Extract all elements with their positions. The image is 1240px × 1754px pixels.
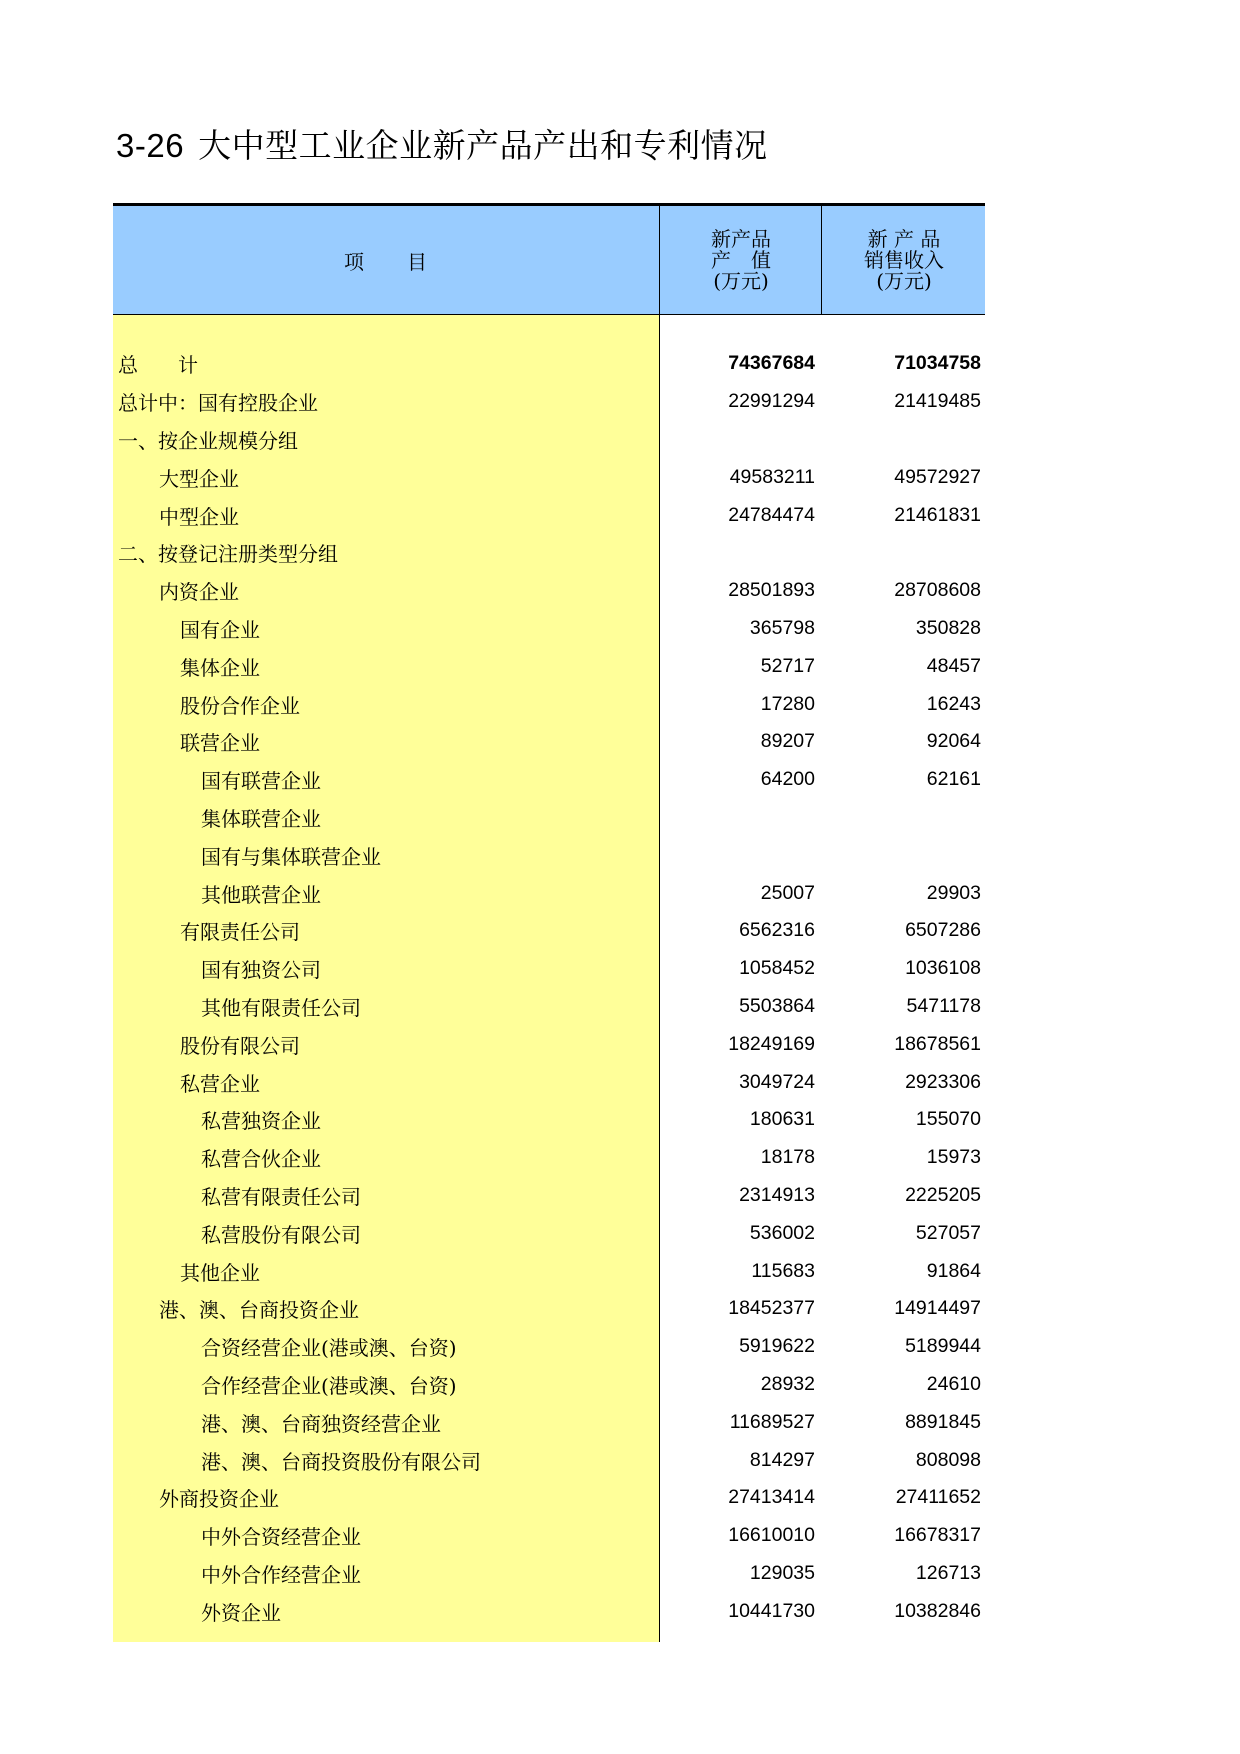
table-row: [113, 534, 985, 572]
row-label: 内资企业: [159, 580, 239, 605]
table-row: [113, 1252, 985, 1290]
new-product-output-value: 24784474: [728, 503, 815, 526]
table-row: [113, 1025, 985, 1063]
new-product-sales-value: 155070: [915, 1108, 981, 1131]
table-row: [113, 1403, 985, 1441]
new-product-sales-value: 21461831: [894, 503, 981, 526]
row-label: 外商投资企业: [159, 1487, 279, 1512]
table-row: [113, 1139, 985, 1177]
row-label: 其他有限责任公司: [201, 995, 361, 1020]
table-body: [113, 315, 985, 1642]
header-line: (万元): [713, 268, 769, 293]
table-header: [113, 203, 985, 315]
new-product-sales-value: 10382846: [894, 1599, 981, 1622]
new-product-output-value: 64200: [760, 768, 815, 791]
new-product-sales-value: 18678561: [894, 1032, 981, 1055]
table-row: [113, 1290, 985, 1328]
new-product-sales-value: 21419485: [894, 390, 981, 413]
table-row: [113, 874, 985, 912]
new-product-output-value: 5919622: [739, 1335, 815, 1358]
row-label: 私营有限责任公司: [201, 1184, 361, 1209]
new-product-output-value: 89207: [760, 730, 815, 753]
row-label: 总 计: [118, 353, 198, 378]
new-product-output-value: 27413414: [728, 1486, 815, 1509]
new-product-sales-value: 24610: [926, 1372, 981, 1395]
table-title: 大中型工业企业新产品产出和专利情况: [198, 126, 768, 165]
row-label: 大型企业: [159, 466, 239, 491]
new-product-sales-value: 16678317: [894, 1524, 981, 1547]
new-product-sales-value: 2923306: [905, 1070, 981, 1093]
table-row: [113, 1328, 985, 1366]
new-product-sales-value: 5471178: [906, 994, 981, 1017]
new-product-output-value: 52717: [760, 654, 815, 677]
new-product-output-value: 1058452: [739, 957, 815, 980]
row-label: 集体联营企业: [201, 806, 321, 831]
new-product-sales-value: 14914497: [894, 1297, 981, 1320]
table-row: [113, 1214, 985, 1252]
row-label: 总计中：国有控股企业: [118, 391, 318, 416]
row-label: 国有独资公司: [201, 958, 321, 983]
new-product-sales-value: 91864: [926, 1259, 981, 1282]
new-product-output-value: 3049724: [739, 1070, 815, 1093]
new-product-output-value: [659, 799, 815, 837]
row-label: 国有与集体联营企业: [201, 844, 381, 869]
new-product-output-value: 16610010: [728, 1524, 815, 1547]
new-product-sales-value: 27411652: [895, 1486, 981, 1509]
row-label: 其他联营企业: [201, 882, 321, 907]
table-row: [113, 1592, 985, 1630]
new-product-sales-value: 29903: [926, 881, 981, 904]
table-row: [113, 421, 985, 459]
header-line: 销售收入: [864, 247, 944, 272]
table-row: [113, 1555, 985, 1593]
new-product-sales-value: [821, 534, 981, 572]
header-line: 产 值: [711, 247, 771, 272]
new-product-output-value: 2314913: [739, 1183, 815, 1206]
new-product-output-value: 28932: [760, 1372, 815, 1395]
new-product-sales-value: 2225205: [905, 1183, 981, 1206]
new-product-sales-value: 5189944: [905, 1335, 981, 1358]
table-row: [113, 1517, 985, 1555]
row-label: 国有企业: [180, 617, 260, 642]
new-product-sales-value: 49572927: [894, 465, 981, 488]
new-product-sales-value: 527057: [915, 1221, 981, 1244]
table-row: [113, 496, 985, 534]
new-product-output-value: 6562316: [739, 919, 815, 942]
header-item: 项 目: [344, 249, 428, 274]
new-product-sales-value: 92064: [926, 730, 981, 753]
new-product-sales-value: [821, 799, 981, 837]
row-label: 外资企业: [201, 1600, 281, 1625]
new-product-output-value: 5503864: [739, 994, 815, 1017]
row-label: 中外合资经营企业: [201, 1525, 361, 1550]
new-product-output-value: [659, 836, 815, 874]
new-product-output-value: 129035: [749, 1561, 815, 1584]
new-product-output-value: 180631: [749, 1108, 815, 1131]
new-product-sales-value: 126713: [915, 1561, 981, 1584]
row-label: 中外合作经营企业: [201, 1562, 361, 1587]
table-row: [113, 1366, 985, 1404]
new-product-output-value: 11689527: [729, 1410, 815, 1433]
table-row: [113, 647, 985, 685]
table-row: [113, 950, 985, 988]
new-product-sales-value: 62161: [926, 768, 981, 791]
table-row: [113, 1479, 985, 1517]
new-product-output-value: 536002: [749, 1221, 815, 1244]
header-new-product-output: [659, 206, 822, 314]
row-label: 私营合伙企业: [201, 1147, 321, 1172]
row-label: 集体企业: [180, 655, 260, 680]
new-product-sales-value: 6507286: [905, 919, 981, 942]
table-row: [113, 988, 985, 1026]
table-row: [113, 1441, 985, 1479]
page-title: [116, 120, 768, 167]
table-row: [113, 685, 985, 723]
new-product-sales-value: 16243: [926, 692, 981, 715]
table-rows: [113, 345, 985, 1630]
new-product-output-value: 115683: [751, 1259, 815, 1282]
row-label: 私营独资企业: [201, 1109, 321, 1134]
table-row: [113, 836, 985, 874]
row-label: 股份有限公司: [180, 1033, 300, 1058]
row-label: 二、按登记注册类型分组: [118, 542, 338, 567]
row-label: 有限责任公司: [180, 920, 300, 945]
new-product-sales-value: [821, 836, 981, 874]
row-label: 其他企业: [180, 1260, 260, 1285]
header-new-product-sales: [821, 206, 986, 314]
table-row: [113, 1177, 985, 1215]
new-product-sales-value: 808098: [915, 1448, 981, 1471]
row-label: 私营股份有限公司: [201, 1222, 361, 1247]
header-line: 新 产 品: [867, 226, 941, 251]
new-product-output-value: [659, 534, 815, 572]
table-row: [113, 383, 985, 421]
table-number: 3-26: [116, 127, 185, 164]
row-label: 一、按企业规模分组: [118, 428, 298, 453]
table-row: [113, 723, 985, 761]
row-label: 股份合作企业: [180, 693, 300, 718]
new-product-sales-value: 48457: [926, 654, 981, 677]
new-product-output-value: 365798: [749, 616, 815, 639]
table-row: [113, 610, 985, 648]
new-product-output-value: [659, 421, 815, 459]
header-line: (万元): [876, 268, 932, 293]
new-product-output-value: 10441730: [728, 1599, 815, 1622]
table-row: [113, 1101, 985, 1139]
row-label: 港、澳、台商投资企业: [159, 1298, 359, 1323]
statistics-table: [113, 203, 985, 1642]
new-product-output-value: 814297: [749, 1448, 815, 1471]
table-row: [113, 799, 985, 837]
new-product-sales-value: 350828: [915, 616, 981, 639]
new-product-output-value: 28501893: [728, 579, 815, 602]
row-label: 联营企业: [180, 731, 260, 756]
table-row: [113, 572, 985, 610]
row-label: 合作经营企业(港或澳、台资): [201, 1373, 457, 1398]
row-label: 国有联营企业: [201, 769, 321, 794]
new-product-output-value: 18452377: [728, 1297, 815, 1320]
row-label: 合资经营企业(港或澳、台资): [201, 1336, 457, 1361]
new-product-sales-value: 28708608: [894, 579, 981, 602]
new-product-output-value: 22991294: [728, 390, 815, 413]
new-product-output-value: 17280: [760, 692, 815, 715]
new-product-output-value: 49583211: [729, 465, 815, 488]
new-product-output-value: 25007: [760, 881, 815, 904]
row-label: 中型企业: [159, 504, 239, 529]
new-product-sales-value: 15973: [926, 1146, 981, 1169]
new-product-output-value: 18249169: [728, 1032, 815, 1055]
new-product-sales-value: [821, 421, 981, 459]
table-row: [113, 345, 985, 383]
new-product-output-value: 18178: [760, 1146, 815, 1169]
row-label: 港、澳、台商独资经营企业: [201, 1411, 441, 1436]
row-label: 港、澳、台商投资股份有限公司: [201, 1449, 481, 1474]
header-line: 新产品: [711, 226, 771, 251]
row-label: 私营企业: [180, 1071, 260, 1096]
table-row: [113, 458, 985, 496]
new-product-output-value: 74367684: [728, 352, 815, 375]
table-row: [113, 1063, 985, 1101]
new-product-sales-value: 71034758: [894, 352, 981, 375]
table-row: [113, 912, 985, 950]
new-product-sales-value: 8891845: [905, 1410, 981, 1433]
table-row: [113, 761, 985, 799]
new-product-sales-value: 1036108: [905, 957, 981, 980]
